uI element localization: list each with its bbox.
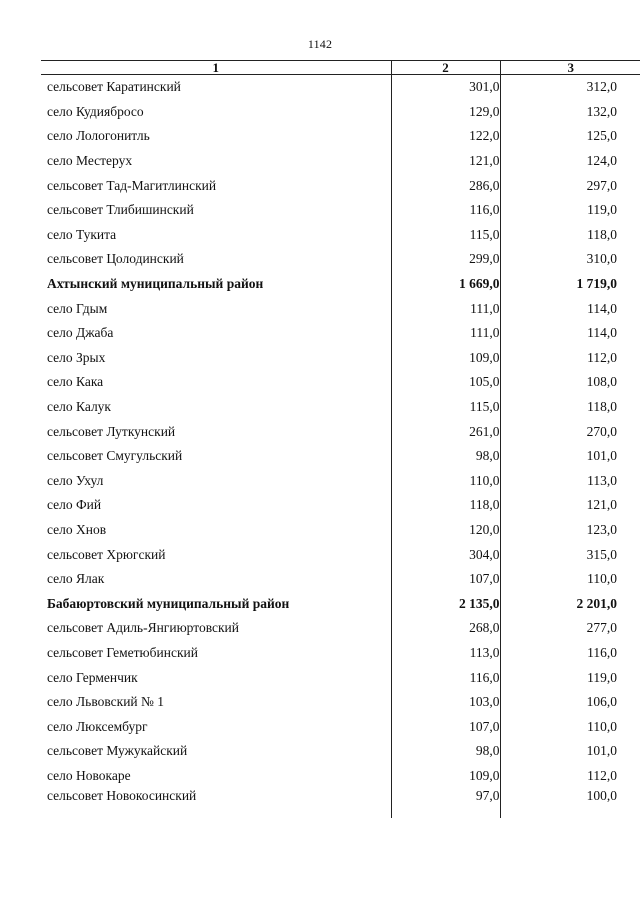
table-row bbox=[41, 346, 640, 371]
row-name-cell: село Ялак bbox=[47, 571, 105, 587]
row-value-col2-cell: 286,0 bbox=[391, 173, 500, 198]
data-table bbox=[41, 60, 640, 818]
table-row bbox=[41, 124, 640, 149]
row-name-cell: сельсовет Тлибишинский bbox=[47, 202, 194, 218]
table-row bbox=[41, 444, 640, 469]
row-value-col2-cell: 97,0 bbox=[391, 788, 500, 818]
row-name-cell: село Хнов bbox=[47, 521, 107, 537]
row-value-col3-cell: 108,0 bbox=[500, 370, 640, 395]
row-value-col2-cell: 1 669,0 bbox=[391, 272, 500, 297]
table-row bbox=[41, 518, 640, 543]
table-row bbox=[41, 493, 640, 518]
row-name-cell: сельсовет Хрюгский bbox=[47, 546, 166, 562]
table-row bbox=[41, 469, 640, 494]
row-value-col3-cell: 113,0 bbox=[500, 469, 640, 494]
row-value-col3-cell: 114,0 bbox=[500, 296, 640, 321]
row-name-cell: село Люксембург bbox=[47, 718, 148, 734]
row-name-cell: село Львовский № 1 bbox=[47, 694, 165, 710]
row-value-col3-cell: 101,0 bbox=[500, 444, 640, 469]
row-value-col2-cell: 120,0 bbox=[391, 518, 500, 543]
row-name-cell: село Тукита bbox=[47, 226, 117, 242]
row-value-col2-cell: 299,0 bbox=[391, 247, 500, 272]
row-value-col3-cell: 125,0 bbox=[500, 124, 640, 149]
row-value-col2-cell: 111,0 bbox=[391, 321, 500, 346]
row-value-col2-cell: 113,0 bbox=[391, 641, 500, 666]
row-name-cell: село Калук bbox=[47, 399, 111, 415]
table-row bbox=[41, 296, 640, 321]
row-value-col2-cell: 115,0 bbox=[391, 395, 500, 420]
row-name-cell: сельсовет Луткунский bbox=[47, 423, 176, 439]
table-row bbox=[41, 591, 640, 616]
row-name-cell: село Зрых bbox=[47, 349, 106, 365]
row-name-cell: село Местерух bbox=[47, 153, 133, 169]
row-value-col3-cell: 315,0 bbox=[500, 542, 640, 567]
row-value-col3-cell: 118,0 bbox=[500, 223, 640, 248]
row-value-col3-cell: 112,0 bbox=[500, 764, 640, 789]
row-value-col2-cell: 98,0 bbox=[391, 739, 500, 764]
table-row bbox=[41, 370, 640, 395]
row-name-cell: село Новокаре bbox=[47, 767, 131, 783]
table-row bbox=[41, 542, 640, 567]
row-value-col3-cell: 270,0 bbox=[500, 419, 640, 444]
row-value-col3-cell: 1 719,0 bbox=[500, 272, 640, 297]
row-value-col2-cell: 107,0 bbox=[391, 714, 500, 739]
row-value-col3-cell: 2 201,0 bbox=[500, 591, 640, 616]
row-value-col2-cell: 98,0 bbox=[391, 444, 500, 469]
row-value-col3-cell: 118,0 bbox=[500, 395, 640, 420]
row-value-col2-cell: 122,0 bbox=[391, 124, 500, 149]
table-row bbox=[41, 764, 640, 789]
row-value-col2-cell: 105,0 bbox=[391, 370, 500, 395]
row-value-col3-cell: 106,0 bbox=[500, 690, 640, 715]
row-value-col3-cell: 123,0 bbox=[500, 518, 640, 543]
row-name-cell: сельсовет Цолодинский bbox=[47, 251, 184, 267]
table-row bbox=[41, 665, 640, 690]
row-value-col2-cell: 261,0 bbox=[391, 419, 500, 444]
row-value-col3-cell: 277,0 bbox=[500, 616, 640, 641]
row-value-col3-cell: 112,0 bbox=[500, 346, 640, 371]
row-value-col2-cell: 304,0 bbox=[391, 542, 500, 567]
row-value-col2-cell: 129,0 bbox=[391, 100, 500, 125]
table-row bbox=[41, 567, 640, 592]
row-value-col3-cell: 110,0 bbox=[500, 714, 640, 739]
table-row bbox=[41, 616, 640, 641]
row-value-col2-cell: 268,0 bbox=[391, 616, 500, 641]
row-value-col2-cell: 121,0 bbox=[391, 149, 500, 174]
row-name-cell: село Ухул bbox=[47, 472, 104, 488]
row-value-col3-cell: 100,0 bbox=[500, 788, 640, 818]
table-row bbox=[41, 100, 640, 125]
row-value-col2-cell: 118,0 bbox=[391, 493, 500, 518]
table-row bbox=[41, 395, 640, 420]
table-row bbox=[41, 272, 640, 297]
row-value-col3-cell: 110,0 bbox=[500, 567, 640, 592]
row-name-cell: сельсовет Адиль-Янгиюртовский bbox=[47, 620, 239, 636]
table-row bbox=[41, 321, 640, 346]
table-row bbox=[41, 641, 640, 666]
row-value-col3-cell: 312,0 bbox=[500, 75, 640, 100]
row-name-cell: Ахтынский муниципальный район bbox=[47, 276, 264, 292]
row-value-col2-cell: 2 135,0 bbox=[391, 591, 500, 616]
row-name-cell: сельсовет Каратинский bbox=[47, 79, 181, 95]
row-value-col2-cell: 116,0 bbox=[391, 665, 500, 690]
row-value-col2-cell: 116,0 bbox=[391, 198, 500, 223]
table-row bbox=[41, 739, 640, 764]
row-name-cell: село Герменчик bbox=[47, 669, 138, 685]
column-header-2: 2 bbox=[391, 61, 500, 75]
row-value-col2-cell: 115,0 bbox=[391, 223, 500, 248]
table-row bbox=[41, 173, 640, 198]
row-value-col2-cell: 110,0 bbox=[391, 469, 500, 494]
table-body bbox=[41, 75, 640, 819]
row-value-col2-cell: 107,0 bbox=[391, 567, 500, 592]
table-row bbox=[41, 149, 640, 174]
row-name-cell: село Гдым bbox=[47, 300, 108, 316]
row-value-col2-cell: 111,0 bbox=[391, 296, 500, 321]
row-value-col3-cell: 116,0 bbox=[500, 641, 640, 666]
row-value-col3-cell: 124,0 bbox=[500, 149, 640, 174]
row-value-col2-cell: 109,0 bbox=[391, 764, 500, 789]
table-row bbox=[41, 198, 640, 223]
row-value-col2-cell: 103,0 bbox=[391, 690, 500, 715]
row-value-col2-cell: 109,0 bbox=[391, 346, 500, 371]
table-row bbox=[41, 690, 640, 715]
row-value-col3-cell: 119,0 bbox=[500, 198, 640, 223]
row-value-col3-cell: 114,0 bbox=[500, 321, 640, 346]
table-row bbox=[41, 247, 640, 272]
row-name-cell: сельсовет Геметюбинский bbox=[47, 644, 198, 660]
row-name-cell: сельсовет Новокосинский bbox=[47, 788, 197, 804]
row-value-col3-cell: 310,0 bbox=[500, 247, 640, 272]
row-name-cell: село Джаба bbox=[47, 325, 114, 341]
row-name-cell: сельсовет Тад-Магитлинский bbox=[47, 177, 217, 193]
row-value-col3-cell: 119,0 bbox=[500, 665, 640, 690]
row-name-cell: село Фий bbox=[47, 497, 102, 513]
row-value-col3-cell: 101,0 bbox=[500, 739, 640, 764]
row-name-cell: село Лологонитль bbox=[47, 128, 150, 144]
row-value-col2-cell: 301,0 bbox=[391, 75, 500, 100]
table-row bbox=[41, 75, 640, 100]
page-number: 1142 bbox=[307, 37, 333, 51]
table-header-row bbox=[41, 61, 640, 75]
table-row bbox=[41, 223, 640, 248]
row-value-col3-cell: 297,0 bbox=[500, 173, 640, 198]
table-row bbox=[41, 788, 640, 818]
row-name-cell: село Кудиябросо bbox=[47, 103, 144, 119]
row-name-cell: село Кака bbox=[47, 374, 104, 390]
row-name-cell: сельсовет Мужукайский bbox=[47, 743, 188, 759]
row-value-col3-cell: 132,0 bbox=[500, 100, 640, 125]
table-row bbox=[41, 714, 640, 739]
row-name-cell: сельсовет Смугульский bbox=[47, 448, 183, 464]
table-row bbox=[41, 419, 640, 444]
column-header-3: 3 bbox=[500, 61, 640, 75]
row-name-cell: Бабаюртовский муниципальный район bbox=[47, 595, 290, 611]
column-header-1: 1 bbox=[41, 61, 391, 75]
row-value-col3-cell: 121,0 bbox=[500, 493, 640, 518]
